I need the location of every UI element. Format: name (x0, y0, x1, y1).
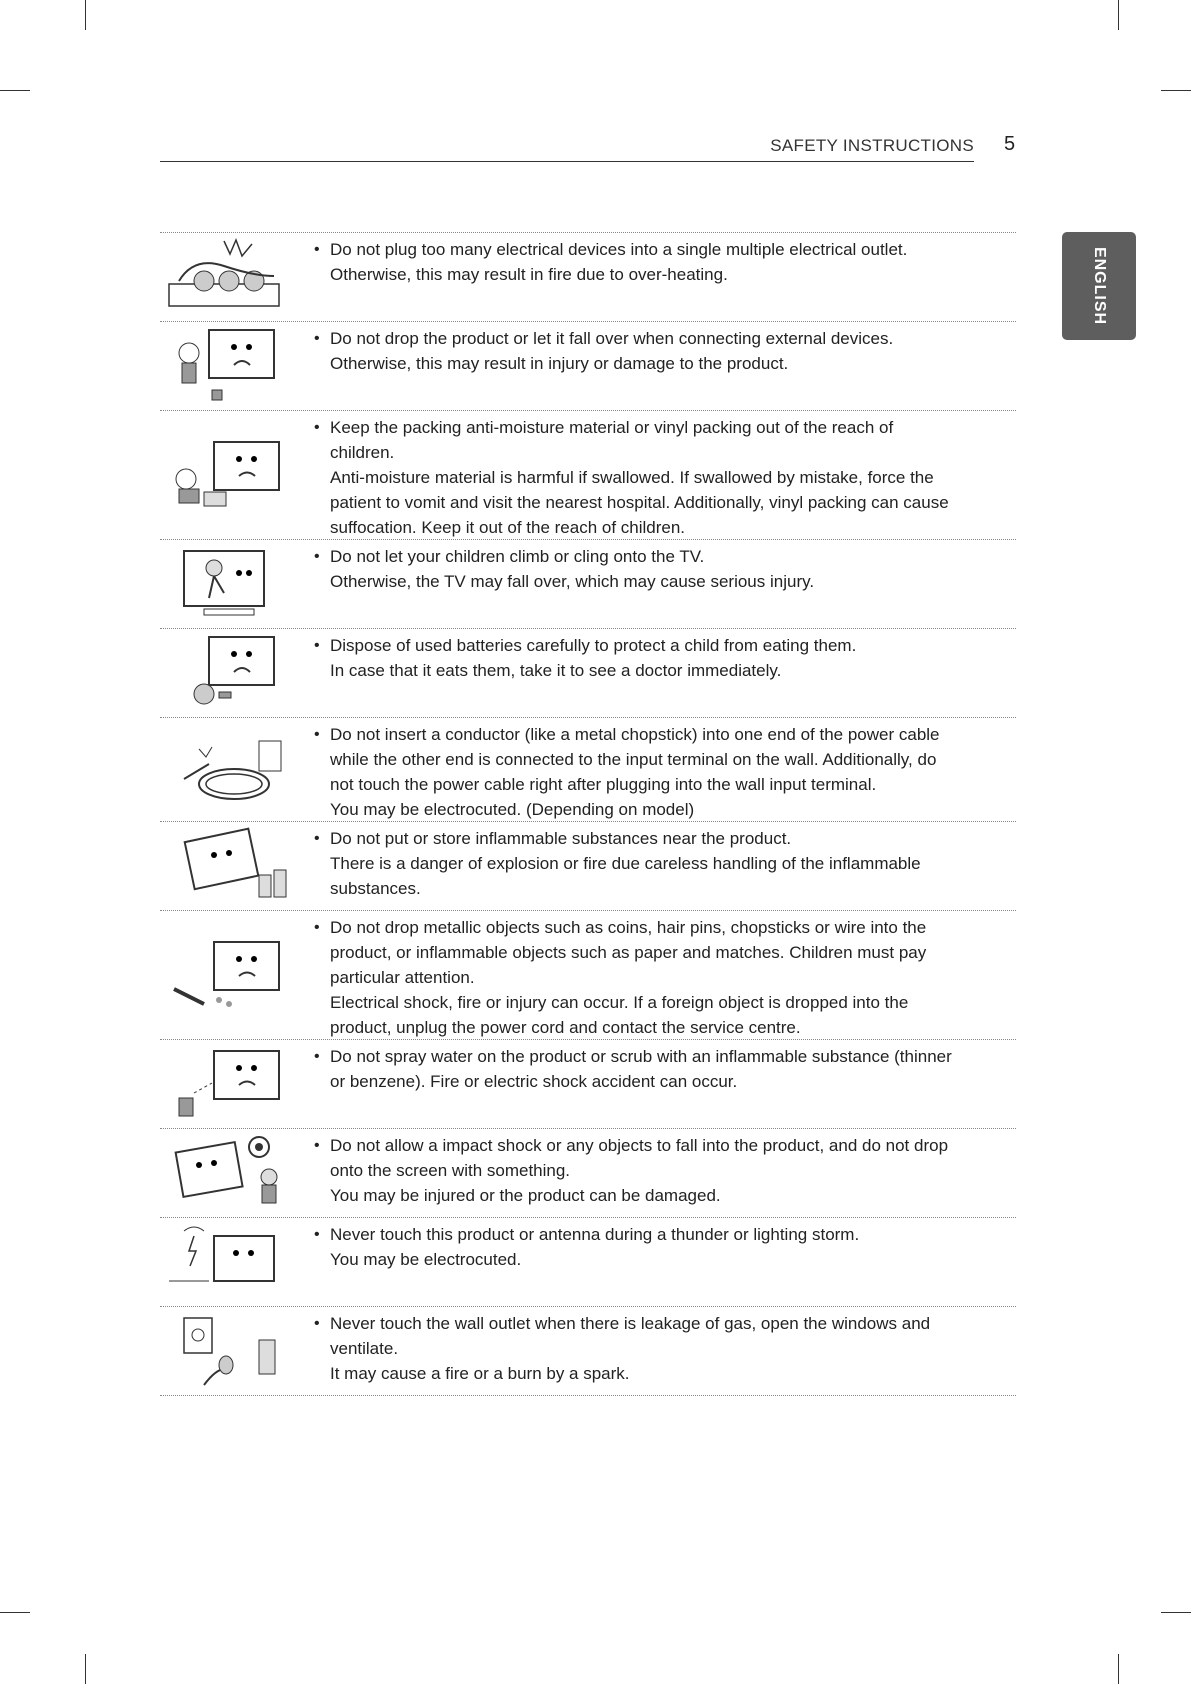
bullet-point: • (314, 241, 320, 258)
safety-text-line: substances. (330, 879, 421, 898)
warning-illustration (160, 629, 298, 717)
safety-text-line: children. (330, 443, 395, 462)
warning-illustration (160, 1218, 298, 1306)
warning-illustration (160, 540, 298, 628)
warning-illustration (160, 1307, 298, 1395)
safety-text-line: It may cause a fire or a burn by a spark. (330, 1364, 630, 1383)
warning-illustration (160, 411, 298, 539)
crop-mark (0, 1612, 30, 1613)
safety-item (160, 233, 1016, 322)
safety-text (298, 1218, 1016, 1306)
safety-text (298, 233, 1016, 321)
safety-text-line: Never touch the wall outlet when there is leakage of gas, open the windows and (330, 1314, 931, 1333)
safety-text (298, 1307, 1016, 1395)
safety-text-line: You may be injured or the product can be damaged. (330, 1186, 721, 1205)
safety-text-line: You may be electrocuted. (330, 1250, 522, 1269)
safety-text-line: Do not plug too many electrical devices into a single multiple electrical outlet. (330, 240, 908, 259)
safety-item (160, 322, 1016, 411)
safety-text-line: Do not spray water on the product or scrub with an inflammable substance (thinner (330, 1047, 952, 1066)
safety-text-line: patient to vomit and visit the nearest hospital. Additionally, vinyl packing can cause (330, 493, 949, 512)
safety-text-line: Do not drop metallic objects such as coins, hair pins, chopsticks or wire into the (330, 918, 927, 937)
safety-text-line: suffocation. Keep it out of the reach of children. (330, 518, 686, 537)
warning-illustration (160, 1129, 298, 1217)
crop-mark (85, 0, 86, 30)
safety-text-line: not touch the power cable right after plugging into the wall input terminal. (330, 775, 877, 794)
bullet-point: • (314, 919, 320, 936)
safety-text-line: In case that it eats them, take it to see a doctor immediately. (330, 661, 782, 680)
safety-text-line: Anti-moisture material is harmful if swallowed. If swallowed by mistake, force the (330, 468, 934, 487)
safety-text-line: particular attention. (330, 968, 475, 987)
safety-text-line: Dispose of used batteries carefully to protect a child from eating them. (330, 636, 857, 655)
safety-text-line: product, or inflammable objects such as paper and matches. Children must pay (330, 943, 927, 962)
safety-text-line: onto the screen with something. (330, 1161, 571, 1180)
safety-text (298, 718, 1016, 821)
bullet-point: • (314, 548, 320, 565)
safety-text-line: Keep the packing anti-moisture material or vinyl packing out of the reach of (330, 418, 894, 437)
safety-text (298, 822, 1016, 910)
bullet-point: • (314, 1137, 320, 1154)
bullet-point: • (314, 1226, 320, 1243)
safety-text-line: while the other end is connected to the input terminal on the wall. Additionally, do (330, 750, 937, 769)
page-header (160, 130, 974, 162)
warning-illustration (160, 822, 298, 910)
safety-text-line: You may be electrocuted. (Depending on model) (330, 800, 695, 819)
safety-item (160, 1129, 1016, 1218)
safety-text-line: Do not put or store inflammable substances near the product. (330, 829, 792, 848)
safety-text-line: Do not insert a conductor (like a metal chopstick) into one end of the power cable (330, 725, 940, 744)
warning-illustration (160, 718, 298, 821)
safety-text (298, 411, 1016, 539)
warning-illustration (160, 911, 298, 1039)
warning-illustration (160, 1040, 298, 1128)
safety-text (298, 322, 1016, 410)
bullet-point: • (314, 1048, 320, 1065)
safety-text-line: Electrical shock, fire or injury can occur. If a foreign object is dropped into the (330, 993, 909, 1012)
safety-text (298, 540, 1016, 628)
safety-item (160, 718, 1016, 822)
safety-item (160, 1218, 1016, 1307)
crop-mark (85, 1654, 86, 1684)
safety-text-line: Do not allow a impact shock or any objects to fall into the product, and do not drop (330, 1136, 949, 1155)
crop-mark (0, 90, 30, 91)
safety-item (160, 629, 1016, 718)
language-tab (1062, 232, 1136, 340)
safety-text-line: ventilate. (330, 1339, 399, 1358)
crop-mark (1161, 90, 1191, 91)
safety-item (160, 411, 1016, 540)
language-label: ENGLISH (1091, 246, 1108, 326)
crop-mark (1161, 1612, 1191, 1613)
warning-illustration (160, 322, 298, 410)
safety-text-line: Do not drop the product or let it fall over when connecting external devices. (330, 329, 894, 348)
crop-mark (1118, 1654, 1119, 1684)
safety-text-line: Otherwise, this may result in injury or damage to the product. (330, 354, 789, 373)
safety-text-line: Never touch this product or antenna during a thunder or lighting storm. (330, 1225, 860, 1244)
warning-illustration (160, 233, 298, 321)
safety-text (298, 629, 1016, 717)
bullet-point: • (314, 330, 320, 347)
safety-item (160, 911, 1016, 1040)
crop-mark (1118, 0, 1119, 30)
safety-text-line: or benzene). Fire or electric shock accident can occur. (330, 1072, 738, 1091)
safety-text (298, 911, 1016, 1039)
safety-item (160, 1307, 1016, 1396)
safety-item (160, 1040, 1016, 1129)
bullet-point: • (314, 419, 320, 436)
bullet-point: • (314, 1315, 320, 1332)
bullet-point: • (314, 726, 320, 743)
safety-text-line: Otherwise, the TV may fall over, which may cause serious injury. (330, 572, 815, 591)
page-number: 5 (1004, 133, 1016, 155)
safety-text-line: product, unplug the power cord and contact the service centre. (330, 1018, 801, 1037)
safety-text-line: There is a danger of explosion or fire due careless handling of the inflammable (330, 854, 921, 873)
bullet-point: • (314, 637, 320, 654)
safety-item (160, 540, 1016, 629)
safety-text-line: Do not let your children climb or cling onto the TV. (330, 547, 705, 566)
bullet-point: • (314, 830, 320, 847)
safety-text (298, 1040, 1016, 1128)
safety-table (160, 232, 1016, 1396)
safety-text (298, 1129, 1016, 1217)
safety-text-line: Otherwise, this may result in fire due to over-heating. (330, 265, 728, 284)
section-title: SAFETY INSTRUCTIONS (770, 136, 974, 155)
safety-item (160, 822, 1016, 911)
